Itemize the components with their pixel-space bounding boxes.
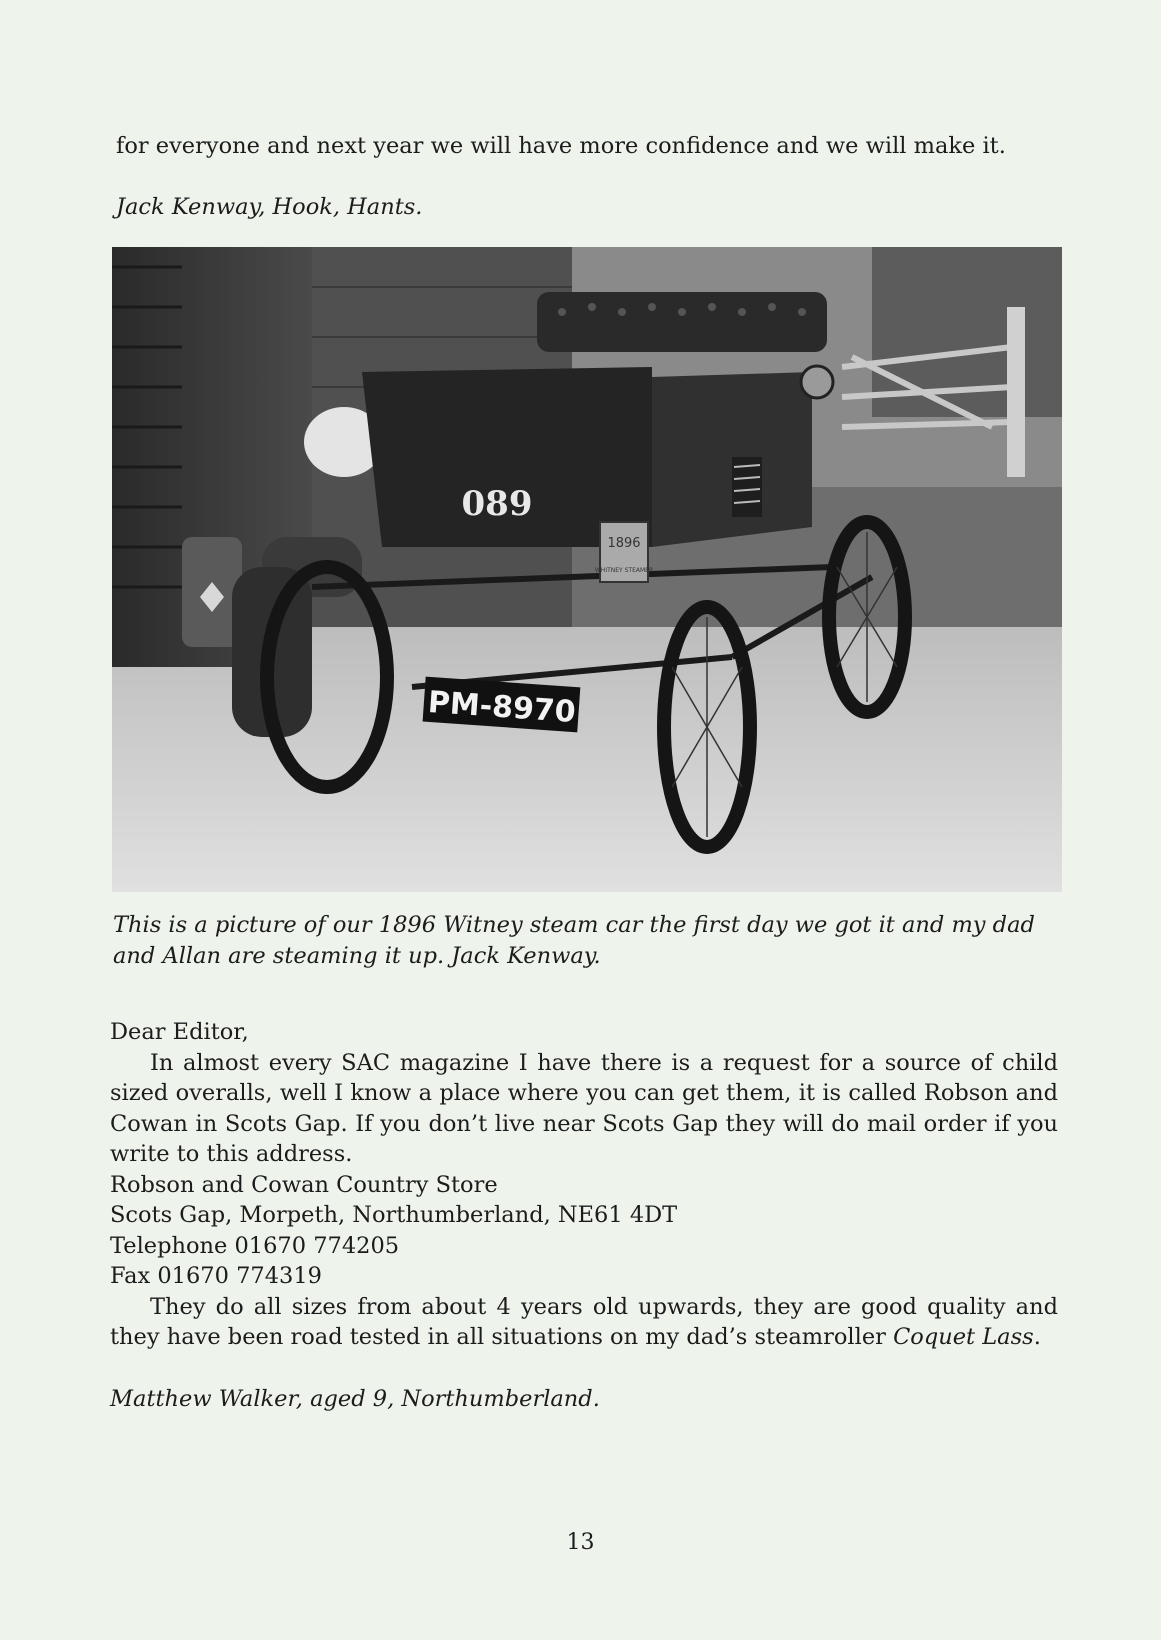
top-signature: Jack Kenway, Hook, Hants. [116, 194, 423, 220]
address-line-1: Robson and Cowan Country Store [110, 1171, 498, 1198]
plaque-text: WHITNEY STEAMER [594, 567, 654, 574]
top-paragraph-end: for everyone and next year we will have more confidence and we will make it. [116, 133, 1006, 159]
steamroller-name: Coquet Lass [893, 1324, 1034, 1350]
letter-signature: Matthew Walker, aged 9, Northumberland. [110, 1385, 600, 1412]
telephone-line: Telephone 01670 774205 [110, 1232, 400, 1259]
photo-caption: This is a picture of our 1896 Witney steam car the first day we got it and my dad and Allan are steaming it up. Jack Kenway. [113, 912, 1035, 969]
fax-line: Fax 01670 774319 [110, 1263, 322, 1289]
plaque-year: 1896 [607, 536, 641, 551]
salutation: Dear Editor, [110, 1019, 249, 1045]
body-number: 089 [461, 484, 533, 524]
address-line-2: Scots Gap, Morpeth, Northumberland, NE61 4DT [110, 1202, 678, 1228]
letter-paragraph-2-end: . [1033, 1324, 1041, 1350]
steam-car-illustration [112, 247, 1062, 892]
letter-paragraph-2 [110, 1292, 1058, 1353]
number-plate: PM-8970 [426, 684, 577, 731]
letter-paragraph-1: In almost every SAC magazine I have there is a request for a source of child sized overalls, well I know a place where you can get them, it is called Robson and Cowan in Scots Gap. If you don’t live near Scots Gap they will do mail order if you write to this address. [110, 1049, 1058, 1167]
letter-to-editor [110, 1017, 1058, 1414]
page-number: 13 [566, 1530, 595, 1555]
letter-paragraph-2-text: They do all sizes from about 4 years old upwards, they are good quality and they have been road tested in all situations on my dad’s steamroller [110, 1293, 1058, 1350]
steam-car-photo [112, 247, 1062, 892]
